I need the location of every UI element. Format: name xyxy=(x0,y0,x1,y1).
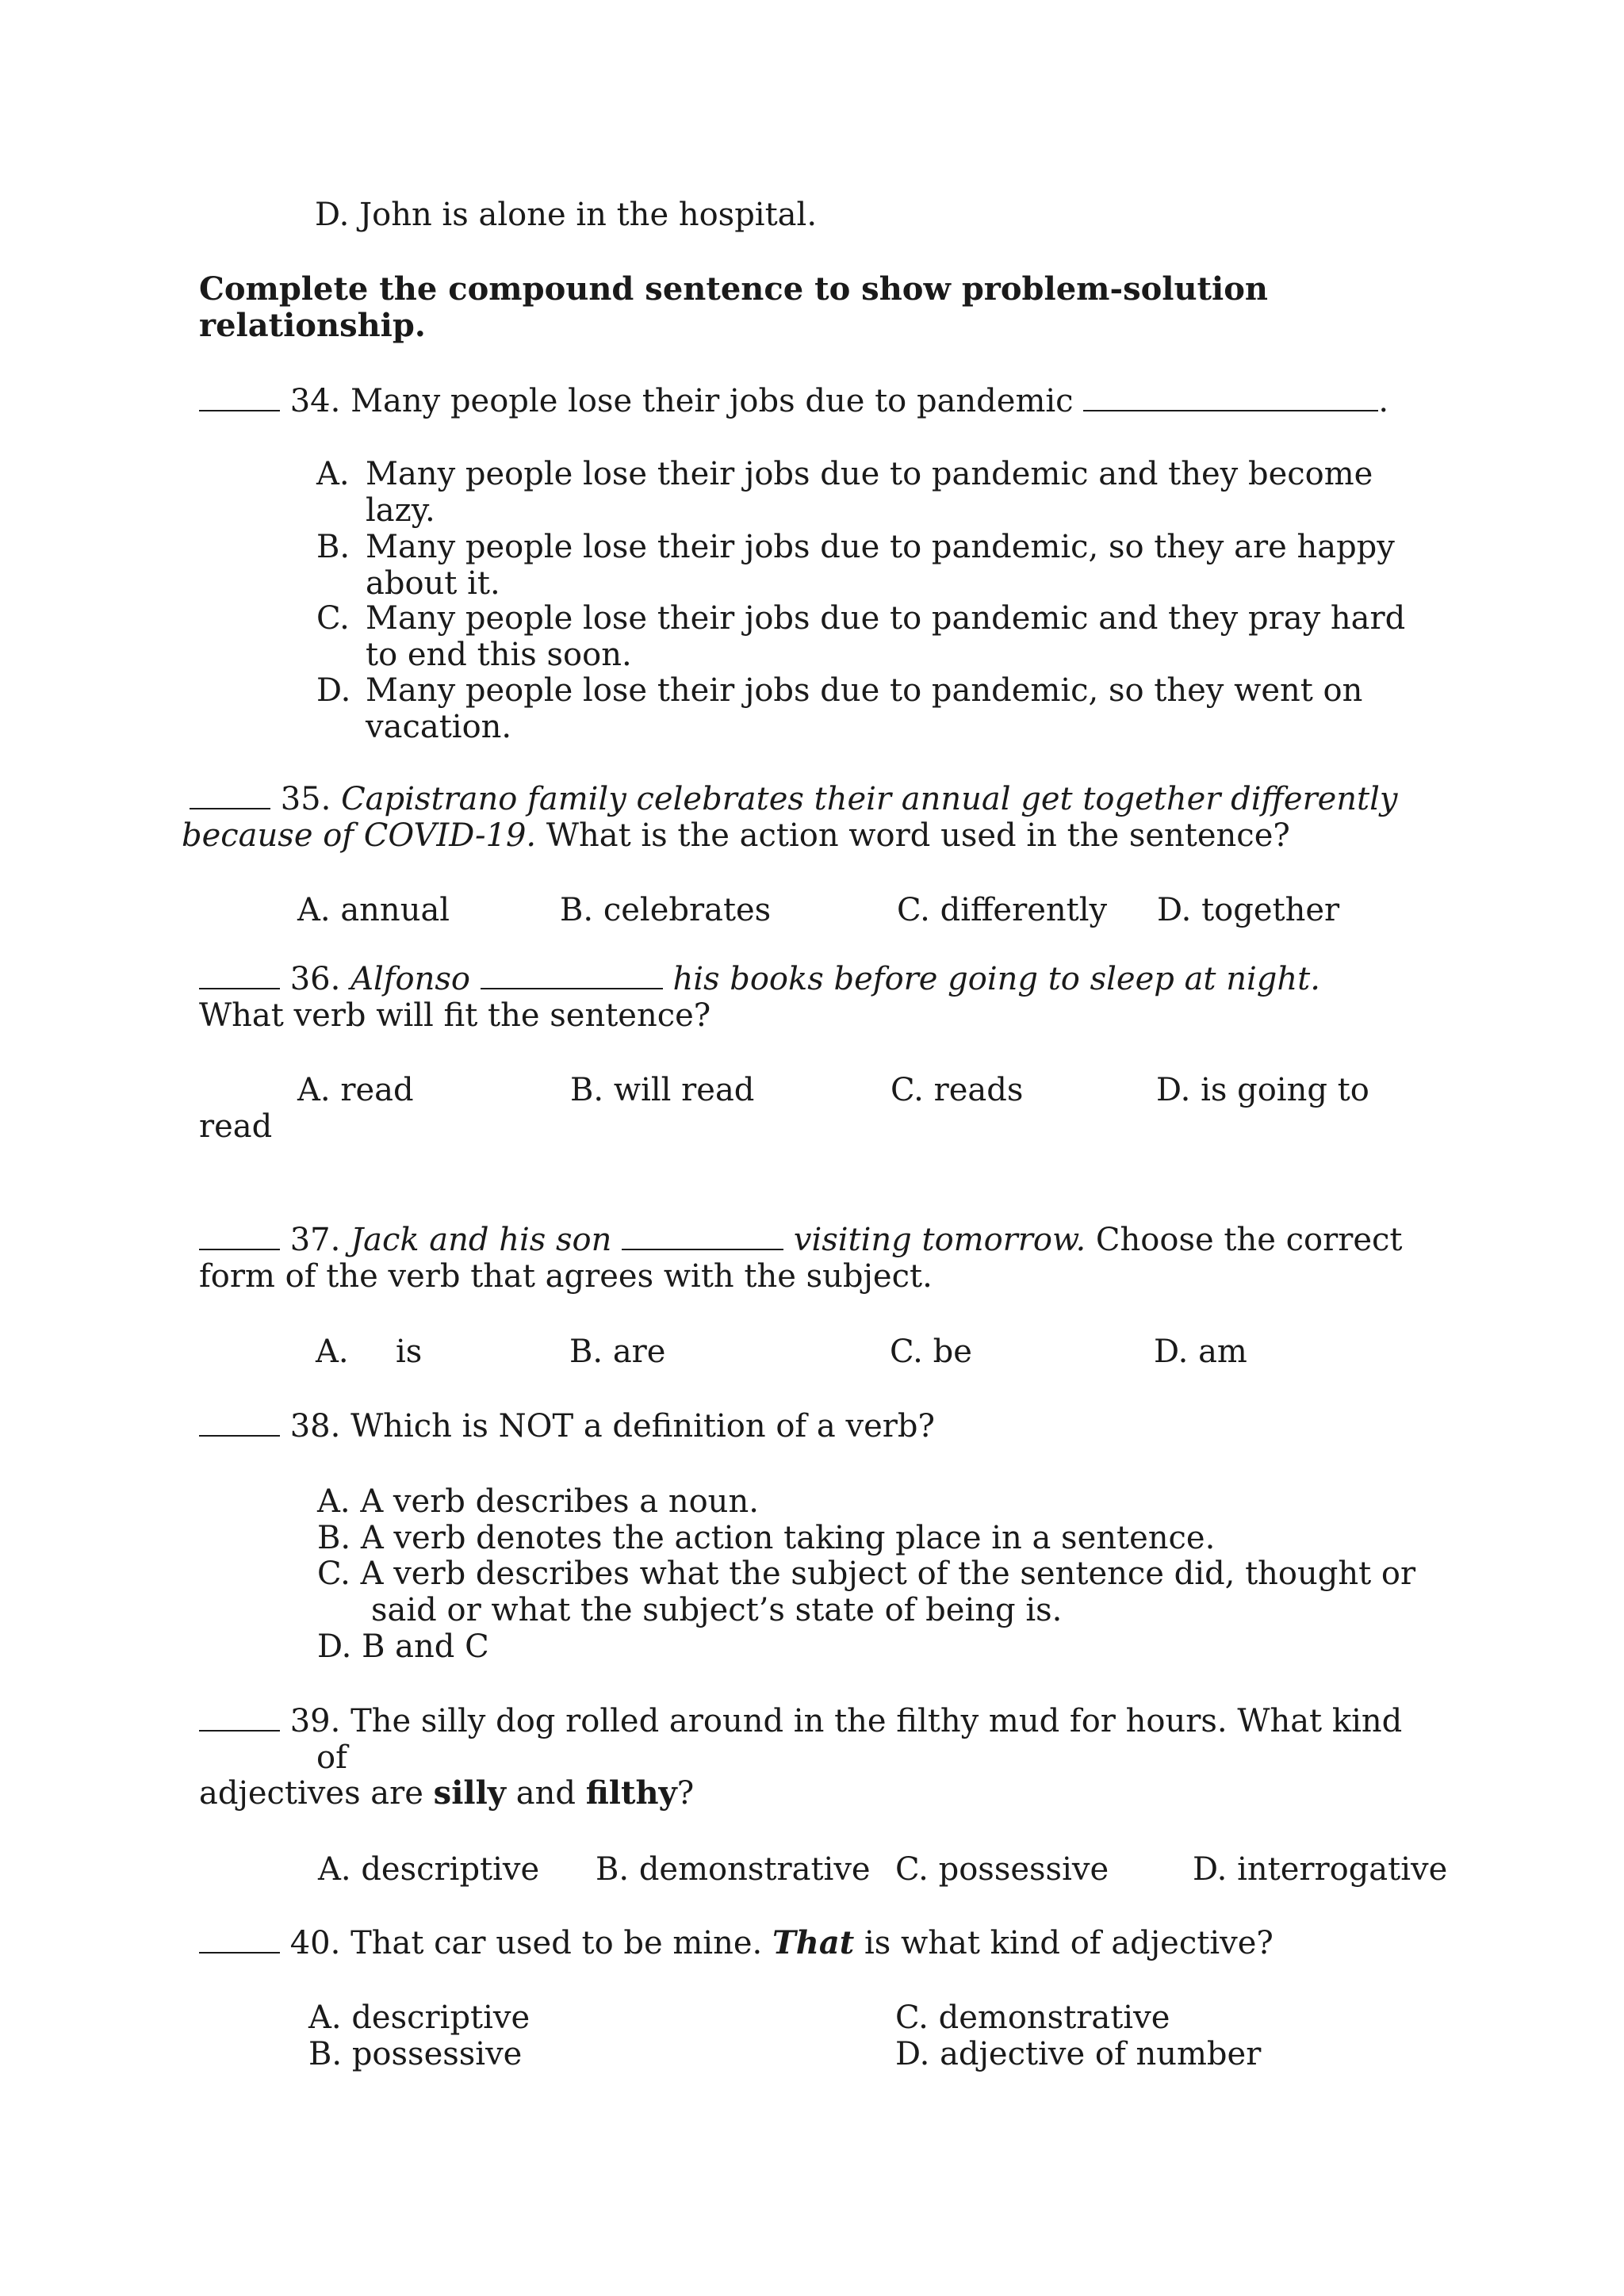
fill-in-blank xyxy=(1083,383,1378,411)
section-instruction-line2: relationship. xyxy=(199,307,426,344)
question-39-line3 xyxy=(199,1775,694,1812)
question-38 xyxy=(199,1408,935,1445)
q34-options xyxy=(316,456,1427,749)
answer-blank[interactable] xyxy=(199,383,280,411)
q40-option-d[interactable]: D. adjective of number xyxy=(895,2036,1262,2072)
q37-option-c[interactable]: C. be xyxy=(890,1334,972,1370)
question-number: 40. xyxy=(289,1925,341,1961)
prompt-text: adjectives are xyxy=(199,1775,423,1812)
question-prompt: What is the action word used in the sentence? xyxy=(546,817,1290,854)
question-35 xyxy=(190,781,1398,817)
question-sentence: Capistrano family celebrates their annual get together differently xyxy=(341,781,1398,817)
section-instruction-line1: Complete the compound sentence to show problem-solution xyxy=(199,270,1268,308)
answer-blank[interactable] xyxy=(199,1408,280,1437)
question-sentence-cont: visiting tomorrow. xyxy=(793,1222,1086,1258)
q36-option-c[interactable]: C. reads xyxy=(891,1072,1024,1108)
question-37-prompt-cont: form of the verb that agrees with the subject. xyxy=(199,1258,933,1295)
option-label: B. xyxy=(316,529,350,565)
option-label: A. xyxy=(316,456,350,492)
fill-in-blank xyxy=(622,1222,783,1250)
q40-option-b[interactable]: B. possessive xyxy=(308,2036,523,2072)
question-number: 37. xyxy=(289,1222,341,1258)
question-36 xyxy=(199,961,1320,997)
q35-option-b[interactable]: B. celebrates xyxy=(560,892,772,928)
answer-blank[interactable] xyxy=(199,961,280,989)
keyword-that: That xyxy=(772,1924,855,1961)
q40-option-c[interactable]: C. demonstrative xyxy=(895,1999,1170,2036)
question-number: 39. xyxy=(289,1703,341,1739)
question-40 xyxy=(199,1925,1274,1961)
q40-option-a[interactable]: A. descriptive xyxy=(308,1999,530,2036)
q39-option-d[interactable]: D. interrogative xyxy=(1193,1851,1448,1888)
question-sentence-cont: his books before going to sleep at night. xyxy=(672,961,1320,997)
question-prompt: Choose the correct xyxy=(1095,1222,1403,1258)
option-text: Many people lose their jobs due to pandemic and they pray hard xyxy=(366,600,1406,637)
q38-option-c-cont: said or what the subject’s state of being is. xyxy=(371,1592,1063,1628)
option-text-cont: to end this soon. xyxy=(366,637,632,673)
q37-option-b[interactable]: B. are xyxy=(569,1334,666,1370)
question-37 xyxy=(199,1222,1402,1258)
question-36-prompt: What verb will fit the sentence? xyxy=(199,997,711,1034)
keyword-silly: silly xyxy=(433,1774,507,1812)
option-text: Many people lose their jobs due to pandemic and they become xyxy=(366,456,1373,492)
q37-option-a-text[interactable]: is xyxy=(396,1334,423,1370)
q39-option-b[interactable]: B. demonstrative xyxy=(596,1851,871,1888)
answer-blank[interactable] xyxy=(199,1925,280,1954)
question-stem: Many people lose their jobs due to pandemic xyxy=(350,383,1074,419)
q36-option-d-wrap: read xyxy=(199,1108,273,1145)
question-sentence-cont: because of COVID-19. xyxy=(182,817,537,854)
q36-option-a[interactable]: A. read xyxy=(297,1072,414,1108)
option-text-cont: about it. xyxy=(366,565,500,602)
answer-blank[interactable] xyxy=(190,781,270,809)
prompt-text: ? xyxy=(676,1775,695,1812)
q35-option-c[interactable]: C. differently xyxy=(897,892,1108,928)
q33-option-d: D. John is alone in the hospital. xyxy=(315,197,818,233)
option-text: Many people lose their jobs due to pandemic, so they went on xyxy=(366,672,1363,709)
q37-option-a-label[interactable]: A. xyxy=(316,1334,349,1370)
q36-option-d[interactable]: D. is going to xyxy=(1156,1072,1369,1108)
question-prompt: The silly dog rolled around in the filthy mud for hours. What kind xyxy=(350,1703,1403,1739)
q37-option-d[interactable]: D. am xyxy=(1154,1334,1247,1370)
question-prompt: Which is NOT a definition of a verb? xyxy=(350,1408,935,1445)
question-sentence: Alfonso xyxy=(350,961,470,997)
question-number: 35. xyxy=(280,781,331,817)
q35-option-a[interactable]: A. annual xyxy=(297,892,450,928)
question-number: 34. xyxy=(289,383,341,419)
option-text-cont: lazy. xyxy=(366,492,435,529)
q38-option-a[interactable]: A. A verb describes a noun. xyxy=(317,1483,759,1520)
option-label: C. xyxy=(316,600,350,637)
question-35-line2 xyxy=(182,817,1290,854)
question-prompt: That car used to be mine. xyxy=(350,1925,763,1961)
question-sentence: Jack and his son xyxy=(350,1222,612,1258)
option-label: D. xyxy=(316,672,351,709)
q36-option-b[interactable]: B. will read xyxy=(570,1072,755,1108)
q39-option-c[interactable]: C. possessive xyxy=(895,1851,1109,1888)
q38-option-b[interactable]: B. A verb denotes the action taking place in a sentence. xyxy=(317,1520,1216,1556)
question-end: . xyxy=(1378,383,1389,419)
keyword-filthy: filthy xyxy=(585,1774,677,1812)
fill-in-blank xyxy=(481,961,663,989)
question-39 xyxy=(199,1703,1402,1739)
q35-option-d[interactable]: D. together xyxy=(1157,892,1340,928)
prompt-text: and xyxy=(515,1775,576,1812)
answer-blank[interactable] xyxy=(199,1222,280,1250)
question-number: 36. xyxy=(289,961,341,997)
question-39-wrap: of xyxy=(316,1739,347,1776)
question-34 xyxy=(199,383,1388,419)
q38-option-c[interactable]: C. A verb describes what the subject of the sentence did, thought or xyxy=(317,1556,1416,1592)
question-number: 38. xyxy=(289,1408,341,1445)
q38-option-d[interactable]: D. B and C xyxy=(317,1628,489,1665)
q39-option-a[interactable]: A. descriptive xyxy=(318,1851,540,1888)
question-prompt-cont: is what kind of adjective? xyxy=(864,1925,1274,1961)
option-text-cont: vacation. xyxy=(366,709,512,745)
option-text: Many people lose their jobs due to pandemic, so they are happy xyxy=(366,529,1395,565)
answer-blank[interactable] xyxy=(199,1703,280,1732)
